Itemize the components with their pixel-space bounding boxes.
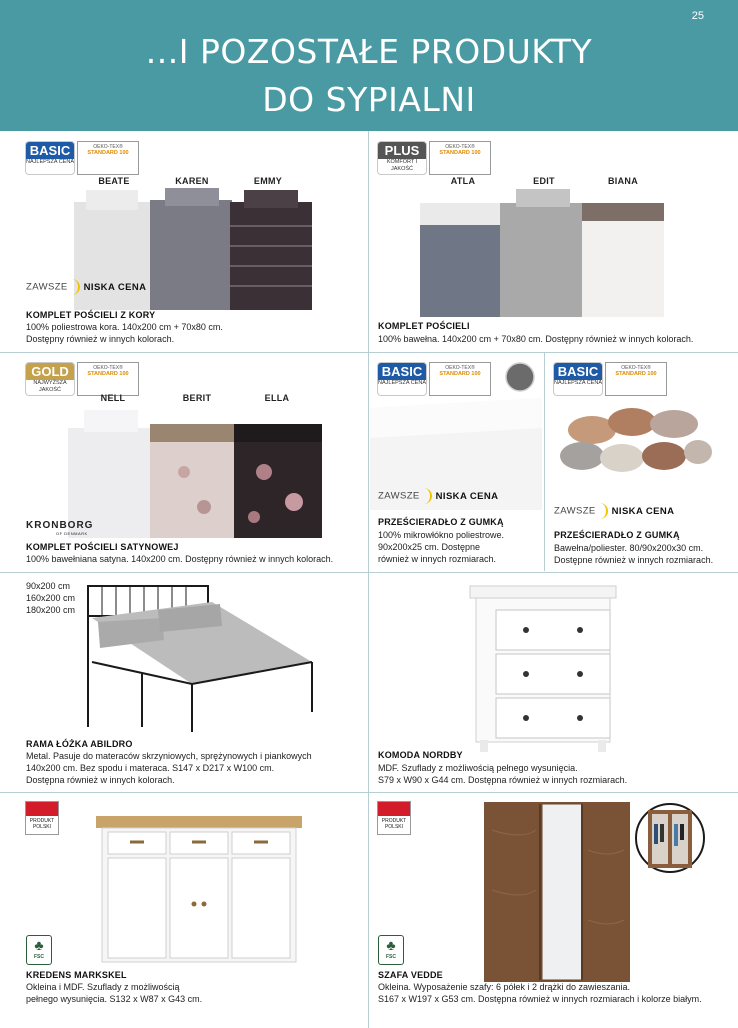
size-option: 90x200 cm <box>26 581 71 591</box>
oeko-tex-label: OEKO-TEX® STANDARD 100 <box>77 362 139 396</box>
bed-frame-image <box>82 582 322 734</box>
variant-label: NELL <box>100 393 126 403</box>
variant-label: EMMY <box>253 176 283 186</box>
divider <box>0 792 738 793</box>
polish-product-badge: PRODUKT POLSKI <box>377 801 411 835</box>
bedding-image <box>64 402 328 538</box>
basic-badge: BASIC NAJLEPSZA CENA <box>25 141 75 175</box>
oeko-tex-label: OEKO-TEX® STANDARD 100 <box>77 141 139 175</box>
variant-label: ATLA <box>450 176 476 186</box>
variant-label: ELLA <box>264 393 290 403</box>
dresser-image <box>466 584 620 754</box>
rolled-sheets-image <box>552 400 714 484</box>
product-title: KOMPLET POŚCIELI SATYNOWEJ <box>26 542 179 552</box>
product-title: KOMPLET POŚCIELI <box>378 321 470 331</box>
wardrobe-interior-image <box>634 800 706 876</box>
product-description: 90x200x25 cm. Dostępne <box>378 542 481 552</box>
product-description: Okleina. Wyposażenie szafy: 6 półek i 2 drążki do zawieszania. <box>378 982 631 992</box>
oeko-tex-label: OEKO-TEX® STANDARD 100 <box>429 362 491 396</box>
product-title: KREDENS MARKSKEL <box>26 970 127 980</box>
size-option: 160x200 cm <box>26 593 76 603</box>
size-list <box>26 580 75 616</box>
gold-badge: GOLD NAJWYŻSZA JAKOŚĆ <box>25 362 75 396</box>
product-description: Bawełna/poliester. 80/90x200x30 cm. <box>554 543 704 553</box>
divider <box>368 131 369 1028</box>
variant-label: BERIT <box>182 393 212 403</box>
page-number: 25 <box>691 10 704 22</box>
variant-label: KAREN <box>175 176 209 186</box>
product-title: PRZEŚCIERADŁO Z GUMKĄ <box>554 530 680 540</box>
product-description: również w innych rozmiarach. <box>378 554 497 564</box>
product-title: PRZEŚCIERADŁO Z GUMKĄ <box>378 517 504 527</box>
low-price-logo: ZAWSZE NISKA CENA <box>26 279 146 295</box>
product-description: 100% bawełna. 140x200 cm + 70x80 cm. Dostępny również w innych kolorach. <box>378 334 694 344</box>
oeko-tex-label: OEKO-TEX® STANDARD 100 <box>605 362 667 396</box>
divider <box>0 352 738 353</box>
product-description: 100% mikrowłókno poliestrowe. <box>378 530 505 540</box>
page-title-line1: ...I POZOSTAŁE PRODUKTY <box>145 32 593 71</box>
product-description: S79 x W90 x G44 cm. Dostępna również w innych rozmiarach. <box>378 775 628 785</box>
kronborg-logo: KRONBORG OF DENMARK <box>26 520 94 536</box>
product-description: pełnego wysunięcia. S132 x W87 x G43 cm. <box>26 994 203 1004</box>
polish-product-badge: PRODUKT POLSKI <box>25 801 59 835</box>
divider <box>544 352 545 571</box>
product-description: Dostępna również w innych kolorach. <box>26 775 175 785</box>
fsc-logo: ♣ FSC <box>378 935 404 965</box>
product-description: 140x200 cm. Bez spodu i materaca. S147 x D217 x W100 cm. <box>26 763 275 773</box>
product-description: Metal. Pasuje do materaców skrzyniowych, sprężynowych i piankowych <box>26 751 312 761</box>
product-description: 100% bawełniana satyna. 140x200 cm. Dostępny również w innych kolorach. <box>26 554 334 564</box>
product-description: Dostępny również w innych kolorach. <box>26 334 175 344</box>
divider <box>0 572 738 573</box>
wardrobe-image <box>482 800 632 984</box>
low-price-logo: ZAWSZE NISKA CENA <box>378 488 498 504</box>
product-title: KOMPLET POŚCIELI Z KORY <box>26 310 156 320</box>
oeko-tex-label: OEKO-TEX® STANDARD 100 <box>429 141 491 175</box>
product-title: SZAFA VEDDE <box>378 970 443 980</box>
variant-label: EDIT <box>533 176 555 186</box>
basic-badge: BASIC NAJLEPSZA CENA <box>553 362 603 396</box>
page-title-line2: DO SYPIALNI <box>262 80 476 119</box>
page-header <box>0 0 738 131</box>
fsc-logo: ♣ FSC <box>26 935 52 965</box>
basic-badge: BASIC NAJLEPSZA CENA <box>377 362 427 396</box>
product-description: Dostępne również w innych rozmiarach. <box>554 555 714 565</box>
product-description: S167 x W197 x G53 cm. Dostępna również w innych rozmiarach i kolorze białym. <box>378 994 702 1004</box>
low-price-logo: ZAWSZE NISKA CENA <box>554 503 674 519</box>
product-description: 100% poliestrowa kora. 140x200 cm + 70x80 cm. <box>26 322 223 332</box>
product-description: Okleina i MDF. Szuflady z możliwością <box>26 982 180 992</box>
color-swatch <box>504 361 536 393</box>
product-description: MDF. Szuflady z możliwością pełnego wysunięcia. <box>378 763 578 773</box>
variant-label: BEATE <box>98 176 130 186</box>
variant-label: BIANA <box>608 176 638 186</box>
size-option: 180x200 cm <box>26 605 76 615</box>
sideboard-image <box>94 814 304 964</box>
bedding-image <box>416 185 666 317</box>
product-title: RAMA ŁÓŻKA ABILDRO <box>26 739 133 749</box>
plus-badge: PLUS KOMFORT I JAKOŚĆ <box>377 141 427 175</box>
product-title: KOMODA NORDBY <box>378 750 463 760</box>
